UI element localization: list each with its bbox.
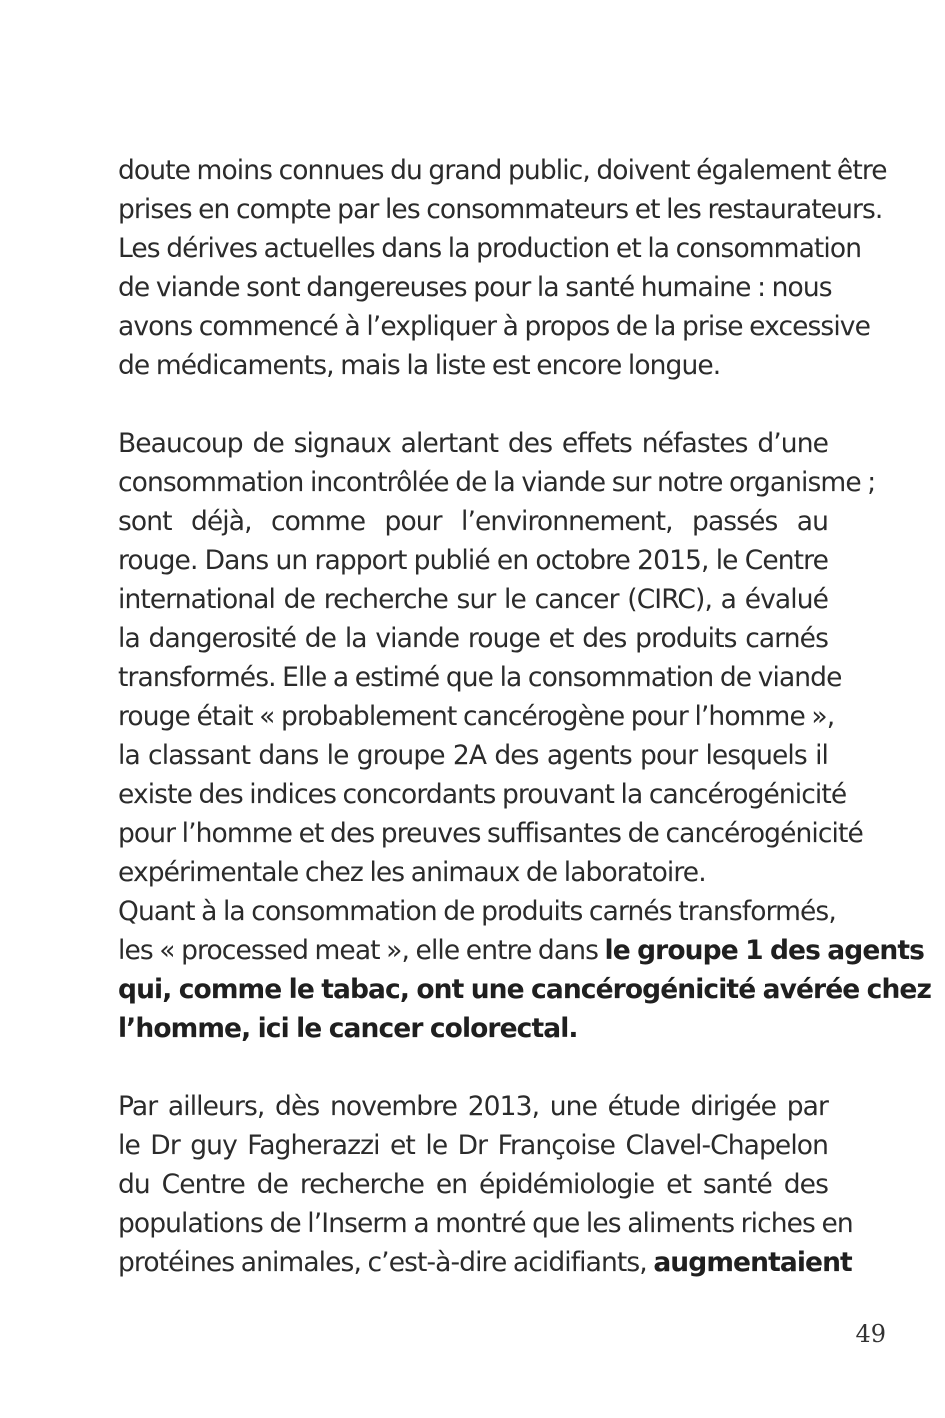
paragraph-line: rouge. Dans un rapport publié en octobre 2015, le Centre [118,545,828,576]
paragraph-line: la classant dans le groupe 2A des agents pour lesquels il [118,740,828,771]
paragraph-line: Les dérives actuelles dans la production et la consommation [118,233,862,264]
paragraph-line: consommation incontrôlée de la viande sur notre organisme ; [118,467,876,498]
paragraph-line: prises en compte par les consommateurs et les restaurateurs. [118,194,883,225]
paragraph-2 [118,424,932,1048]
paragraph-line: expérimentale chez les animaux de laboratoire. [118,857,706,888]
paragraph-line: Beaucoup de signaux alertant des effets néfastes d’une [118,428,828,459]
normal-text: protéines animales, c’est-à-dire acidifiants, [118,1247,654,1278]
bold-emphasis: le groupe 1 des agents [604,935,925,966]
bold-emphasis-line: l’homme, ici le cancer colorectal. [118,1013,578,1044]
paragraph-line: rouge était « probablement cancérogène pour l’homme », [118,701,835,732]
paragraph-line: international de recherche sur le cancer (CIRC), a évalué [118,584,828,615]
page-number: 49 [855,1320,886,1348]
paragraph-line: le Dr guy Fagherazzi et le Dr Françoise Clavel-Chapelon [118,1130,828,1161]
bold-emphasis: augmentaient [653,1247,852,1278]
paragraph-line-mixed [118,931,925,970]
paragraph-line: avons commencé à l’expliquer à propos de la prise excessive [118,311,870,342]
paragraph-line: populations de l’Inserm a montré que les aliments riches en [118,1208,853,1239]
paragraph-line-mixed [118,1243,852,1282]
paragraph-line: sont déjà, comme pour l’environnement, passés au [118,506,828,537]
paragraph-1 [118,151,887,385]
normal-text: les « processed meat », elle entre dans [118,935,605,966]
paragraph-line: doute moins connues du grand public, doivent également être [118,155,887,186]
bold-emphasis-line: qui, comme le tabac, ont une cancérogénicité avérée chez [118,974,932,1005]
paragraph-line: transformés. Elle a estimé que la consommation de viande [118,662,842,693]
paragraph-line: Quant à la consommation de produits carnés transformés, [118,896,836,927]
paragraph-line: du Centre de recherche en épidémiologie et santé des [118,1169,828,1200]
paragraph-line: pour l’homme et des preuves suffisantes de cancérogénicité [118,818,863,849]
paragraph-line: la dangerosité de la viande rouge et des produits carnés [118,623,828,654]
paragraph-line: de viande sont dangereuses pour la santé humaine : nous [118,272,832,303]
paragraph-3 [118,1087,853,1282]
paragraph-line: existe des indices concordants prouvant la cancérogénicité [118,779,847,810]
paragraph-line: de médicaments, mais la liste est encore longue. [118,350,721,381]
paragraph-line: Par ailleurs, dès novembre 2013, une étude dirigée par [118,1091,828,1122]
